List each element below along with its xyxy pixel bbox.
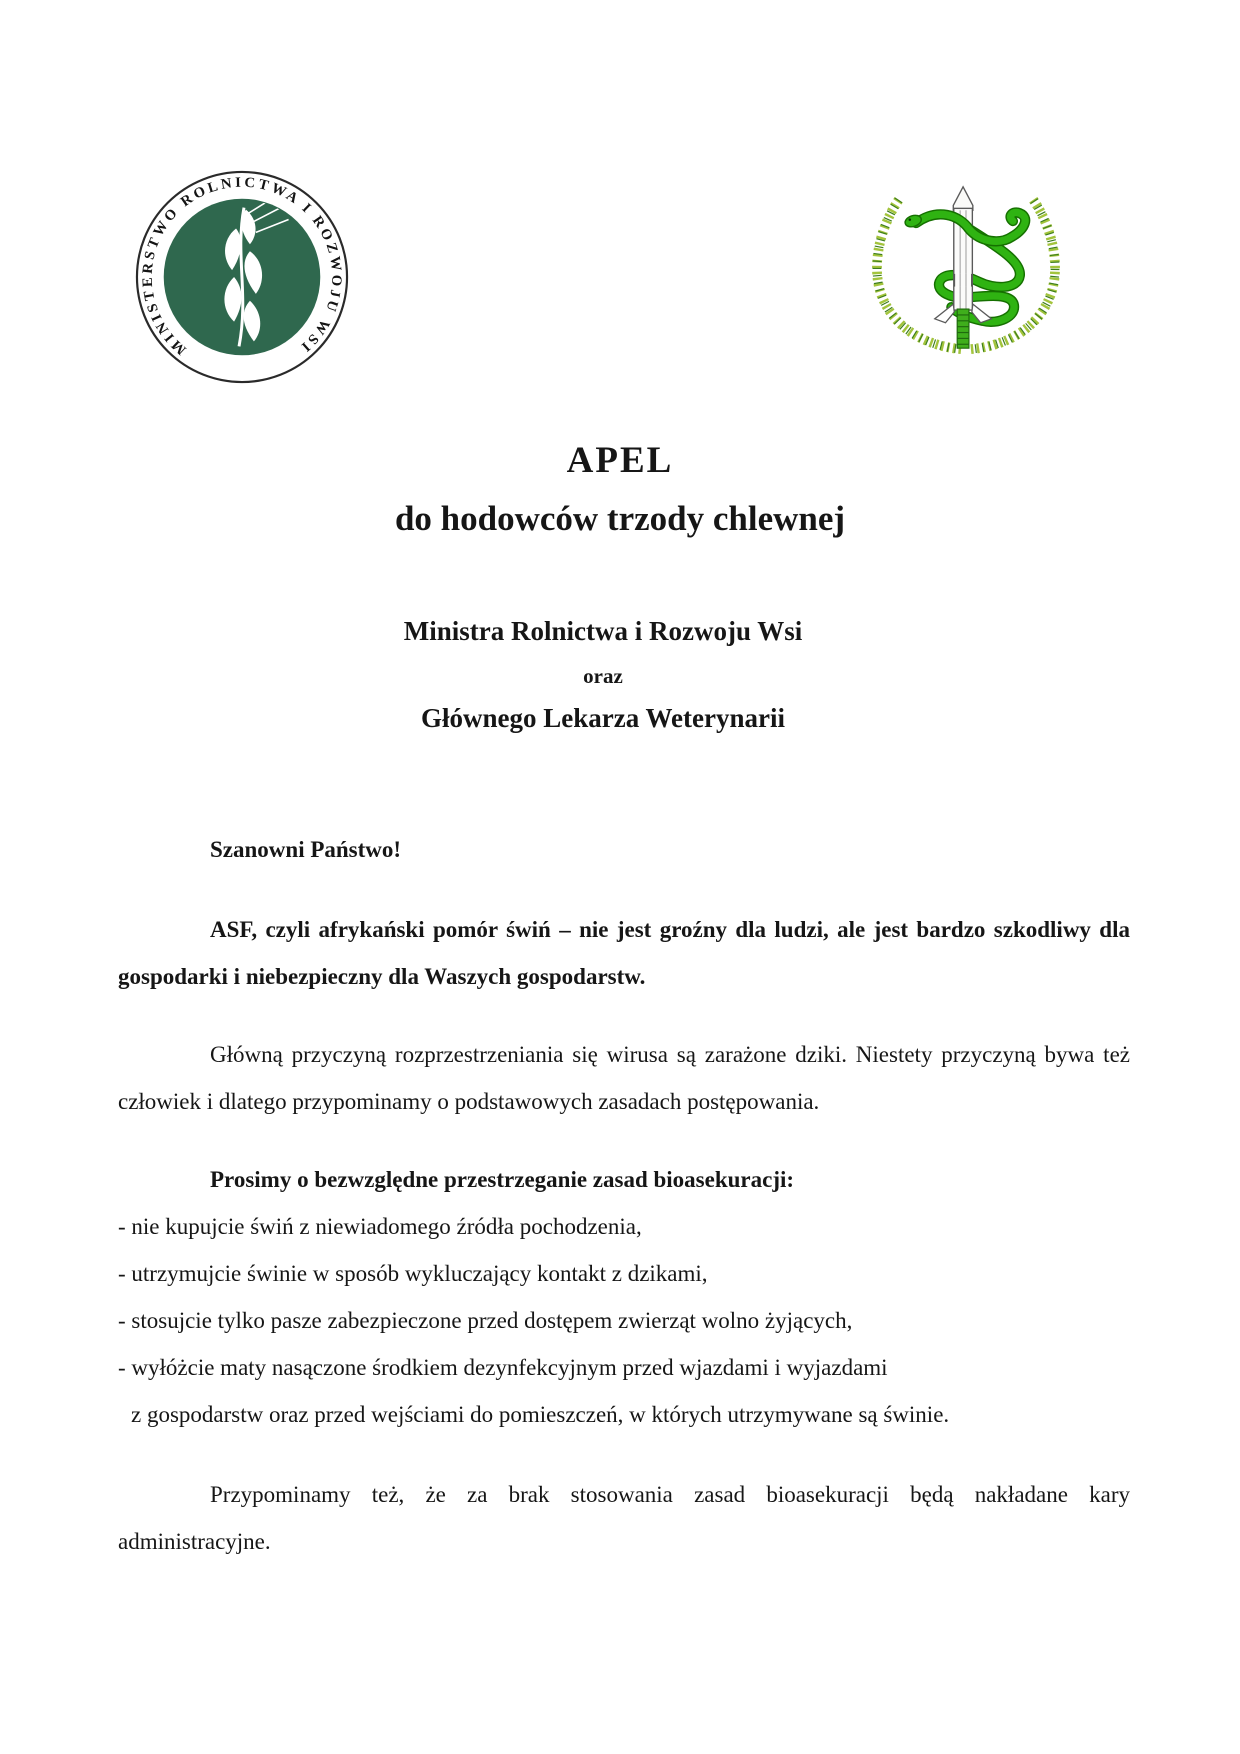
seal-ring-text: MINISTERSTWO ROLNICTWA I ROZWOJU WSI: [139, 174, 345, 358]
biosecurity-rules-heading: Prosimy o bezwzględne przestrzeganie zasad bioasekuracji:: [210, 1167, 795, 1192]
author-minister: Ministra Rolnictwa i Rozwoju Wsi: [403, 616, 803, 646]
rule-line-continuation: z gospodarstw oraz przed wejściami do pomieszczeń, w których utrzymywane są świnie.: [131, 1402, 950, 1427]
letter-body: [118, 826, 1130, 1565]
paragraph-asf: ASF, czyli afrykański pomór świń – nie jest groźny dla ludzi, ale jest bardzo szkodliwy dla gospodarki i niebezpieczny dla Waszych gospodarstw.: [118, 917, 1130, 989]
page-subtitle: do hodowców trzody chlewnej: [394, 499, 846, 538]
author-chief-veterinarian: Głównego Lekarza Weterynarii: [421, 703, 785, 733]
letter-heading: [0, 442, 1240, 734]
biosecurity-rules-list: [118, 1203, 1130, 1438]
blade-over-snake: [954, 274, 971, 287]
salutation: Szanowni Państwo!: [210, 837, 402, 862]
rule-line: - wyłóżcie maty nasączone środkiem dezynfekcyjnym przed wjazdami i wyjazdami: [118, 1355, 888, 1380]
rule-line: - utrzymujcie świnie w sposób wykluczający kontakt z dzikami,: [118, 1261, 708, 1286]
conjunction-oraz: oraz: [583, 664, 623, 688]
rule-line: - nie kupujcie świń z niewiadomego źródła pochodzenia,: [118, 1214, 642, 1239]
authors-block: [0, 616, 1240, 734]
veterinary-inspection-emblem: [852, 180, 1080, 356]
rule-line: - stosujcie tylko pasze zabezpieczone przed dostępem zwierząt wolno żyjących,: [118, 1308, 853, 1333]
ministry-agriculture-seal-logo: [133, 168, 351, 386]
paragraph-penalties: Przypominamy też, że za brak stosowania zasad bioasekuracji będą nakładane kary administracyjne.: [118, 1482, 1130, 1554]
page-title: APEL: [566, 440, 674, 481]
paragraph-cause: Główną przyczyną rozprzestrzeniania się wirusa są zarażone dziki. Niestety przyczyną bywa też człowiek i dlatego przypominamy o podstawowych zasadach postępowania.: [118, 1042, 1130, 1114]
